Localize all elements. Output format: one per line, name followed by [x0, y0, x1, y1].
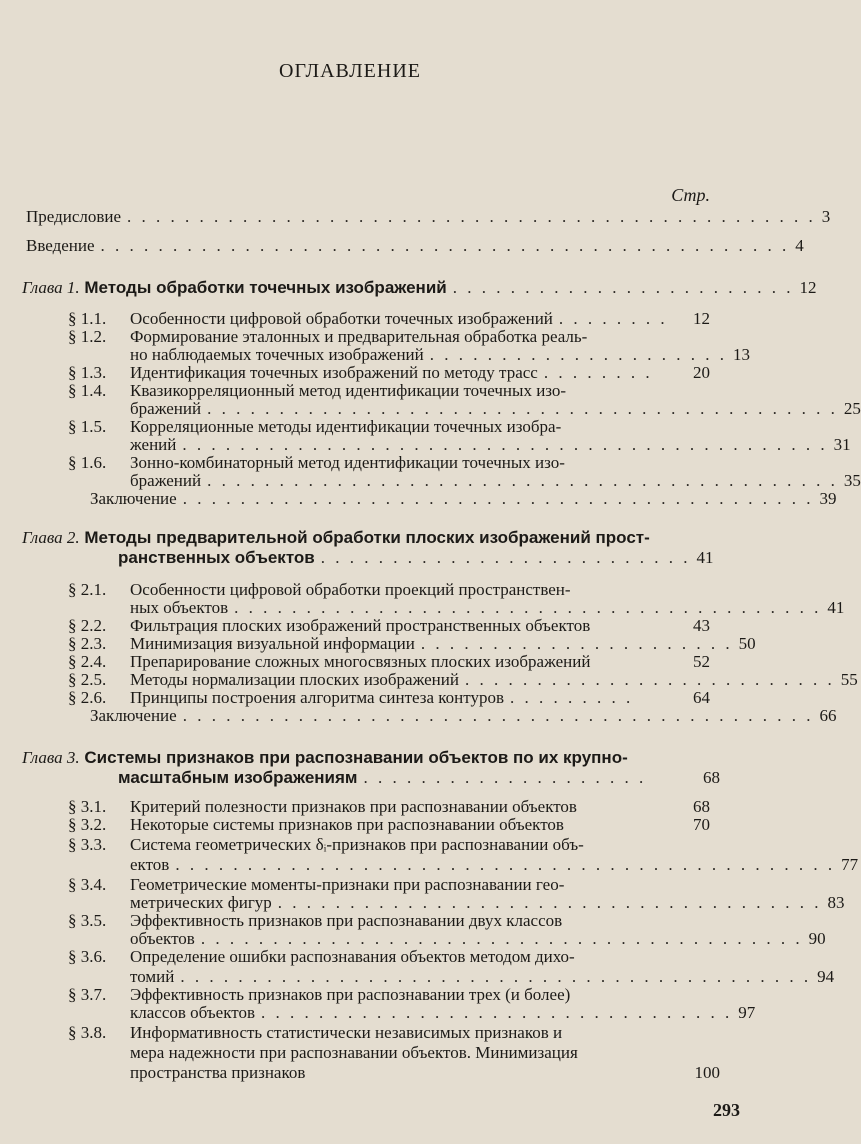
toc-entry-3-7-cont [130, 1003, 756, 1023]
chapter-1-heading[interactable] [22, 278, 817, 298]
chapter-title: ранственных объектов [118, 548, 315, 567]
leader-dots: . . . . . . . . . . . . . . . . . . . . . . . . . . . . . . . . . . . . . . . . . . . . . . [175, 855, 836, 874]
entry-text: томий [130, 967, 175, 986]
entry-text: Определение ошибки распознавания объектов методом дихо- [130, 947, 575, 966]
toc-entry-2-5[interactable] [68, 670, 858, 690]
entry-page: 70 [693, 815, 710, 834]
entry-page: 50 [738, 634, 756, 653]
entry-page: 41 [827, 598, 845, 617]
entry-page: 43 [693, 616, 710, 635]
entry-page: 3 [821, 207, 831, 226]
toc-entry-3-8[interactable] [68, 1023, 562, 1043]
entry-text: Предисловие [26, 207, 122, 226]
leader-dots: . . . . . . . . . . . . . . . . . . . . . . . . . . . . . . . . . [261, 1003, 733, 1022]
toc-entry-2-3[interactable] [68, 634, 756, 654]
section-number: § 3.7. [68, 985, 107, 1004]
entry-text: мера надежности при распознавании объектов. Минимизация [130, 1043, 578, 1062]
entry-text: бражений [130, 471, 202, 490]
section-number: § 2.6. [68, 688, 107, 707]
toc-entry-1-conclusion[interactable] [90, 489, 837, 509]
entry-page: 77 [841, 855, 859, 874]
toc-entry-3-4[interactable] [68, 875, 564, 895]
page-number: 293 [713, 1100, 740, 1120]
section-number: § 2.4. [68, 652, 107, 671]
toc-entry-2-2[interactable] [68, 616, 710, 636]
page-title: ОГЛАВЛЕНИЕ [279, 60, 421, 82]
leader-dots: . . . . . . . . . . . . . . . . . . . . . . . . [452, 278, 794, 297]
leader-dots: . . . . . . . . . . . . . . . . . . . . . . . . . . [464, 670, 835, 689]
toc-entry-3-8-cont2 [130, 1063, 720, 1083]
leader-dots: . . . . . . . . [543, 363, 653, 382]
entry-page: 97 [738, 1003, 756, 1022]
section-number: § 3.3. [68, 835, 107, 854]
section-number: § 1.5. [68, 417, 107, 436]
leader-dots: . . . . . . . . . . . . . . . . . . . . . [429, 345, 727, 364]
toc-entry-3-6[interactable] [68, 947, 575, 967]
entry-text: Эффективность признаков при распознавании трех (и более) [130, 985, 571, 1004]
entry-page: 12 [693, 309, 710, 328]
toc-entry-3-2[interactable] [68, 815, 710, 835]
toc-entry-2-4[interactable] [68, 652, 710, 672]
section-number: § 3.2. [68, 815, 107, 834]
chapter-label: Глава 2. [22, 528, 80, 547]
entry-text: Эффективность признаков при распознавании двух классов [130, 911, 563, 930]
leader-dots: . . . . . . . . . . . . . . . . . . . . . . . . . . . . . . . . . . . . . . . . . . . . . . . . [100, 236, 790, 255]
entry-page: 100 [694, 1063, 720, 1082]
toc-entry-3-8-cont [130, 1043, 578, 1063]
entry-page: 31 [833, 435, 851, 454]
leader-dots: . . . . . . . . . . . . . . . . . . . . . . [420, 634, 733, 653]
entry-text: Критерий полезности признаков при распознавании объектов [130, 797, 577, 816]
leader-dots: . . . . . . . . [558, 309, 668, 328]
chapter-3-heading[interactable] [22, 748, 628, 768]
section-number: § 3.8. [68, 1023, 107, 1042]
section-number: § 3.4. [68, 875, 107, 894]
toc-entry-preface[interactable] [26, 207, 831, 227]
section-number: § 3.1. [68, 797, 107, 816]
entry-text: ектов [130, 855, 170, 874]
entry-page: 39 [819, 489, 837, 508]
chapter-2-heading[interactable] [22, 528, 650, 548]
section-number: § 3.6. [68, 947, 107, 966]
toc-entry-3-6-cont [130, 967, 835, 987]
entry-text: ных объектов [130, 598, 229, 617]
entry-text: Заключение [90, 489, 177, 508]
chapter-2-heading-cont [118, 548, 714, 568]
entry-text: Некоторые системы признаков при распознавании объектов [130, 815, 564, 834]
entry-page: 55 [840, 670, 858, 689]
toc-entry-1-6-cont [130, 471, 861, 491]
section-number: § 2.3. [68, 634, 107, 653]
toc-entry-1-4-cont [130, 399, 861, 419]
entry-text: Корреляционные методы идентификации точечных изобра- [130, 417, 562, 436]
leader-dots: . . . . . . . . . . . . . . . . . . . . . . . . . . . . . . . . . . . . . . . . . . . . . [182, 435, 828, 454]
entry-text: жений [130, 435, 177, 454]
chapter-label: Глава 1. [22, 278, 80, 297]
entry-text: но наблюдаемых точечных изображений [130, 345, 424, 364]
leader-dots: . . . . . . . . . . . . . . . . . . . . . . . . . . . . . . . . . . . . . . . . . . . . [207, 471, 838, 490]
leader-dots: . . . . . . . . . . . . . . . . . . . . . . . . . . . . . . . . . . . . . . [277, 893, 822, 912]
toc-entry-1-4[interactable] [68, 381, 566, 401]
toc-entry-2-6[interactable] [68, 688, 710, 708]
entry-page: 64 [693, 688, 710, 707]
entry-text: классов объектов [130, 1003, 255, 1022]
toc-entry-3-3[interactable] [68, 835, 584, 855]
entry-text: Формирование эталонных и предварительная обработка реаль- [130, 327, 588, 346]
section-number: § 1.1. [68, 309, 107, 328]
toc-entry-3-5[interactable] [68, 911, 562, 931]
chapter-page: 41 [696, 548, 714, 567]
entry-text: Введение [26, 236, 95, 255]
toc-entry-3-3-cont [130, 855, 859, 875]
entry-text: Заключение [90, 706, 177, 725]
entry-text: Препарирование сложных многосвязных плоских изображений [130, 652, 591, 671]
chapter-label: Глава 3. [22, 748, 80, 767]
section-number: § 2.1. [68, 580, 107, 599]
toc-entry-2-1-cont [130, 598, 845, 618]
section-number: § 2.5. [68, 670, 107, 689]
leader-dots: . . . . . . . . . . . . . . . . . . . . [363, 768, 647, 787]
toc-entry-1-5-cont [130, 435, 851, 455]
entry-text: Зонно-комбинаторный метод идентификации точечных изо- [130, 453, 565, 472]
leader-dots: . . . . . . . . . . . . . . . . . . . . . . . . . . . . . . . . . . . . . . . . . . . . . . . . [127, 207, 816, 226]
entry-text: Геометрические моменты-признаки при распознавании гео- [130, 875, 565, 894]
toc-entry-1-2[interactable] [68, 327, 587, 347]
entry-page: 83 [827, 893, 845, 912]
entry-page: 4 [795, 236, 804, 255]
page-column-label: Стр. [671, 185, 710, 205]
entry-text: объектов [130, 929, 195, 948]
section-number: § 1.3. [68, 363, 107, 382]
chapter-title: Методы обработки точечных изображений [84, 278, 447, 297]
entry-text: Минимизация визуальной информации [130, 634, 415, 653]
leader-dots: . . . . . . . . . [510, 688, 634, 707]
chapter-title: Методы предварительной обработки плоских изображений прост- [84, 528, 650, 547]
entry-text: Информативность статистически независимых признаков и [130, 1023, 563, 1042]
entry-page: 25 [843, 399, 861, 418]
entry-page: 35 [843, 471, 861, 490]
toc-entry-1-6[interactable] [68, 453, 565, 473]
section-number: § 1.6. [68, 453, 107, 472]
entry-text: Квазикорреляционный метод идентификации точечных изо- [130, 381, 567, 400]
chapter-page: 12 [799, 278, 817, 297]
section-number: § 1.2. [68, 327, 107, 346]
section-number: § 1.4. [68, 381, 107, 400]
toc-entry-2-1[interactable] [68, 580, 571, 600]
entry-text: метрических фигур [130, 893, 272, 912]
entry-page: 66 [819, 706, 837, 725]
entry-text: Система геометрических δᵢ-признаков при распознавании объ- [130, 835, 584, 854]
toc-entry-3-5-cont [130, 929, 826, 949]
entry-page: 68 [693, 797, 710, 816]
toc-entry-2-conclusion[interactable] [90, 706, 837, 726]
entry-text: Фильтрация плоских изображений пространственных объектов [130, 616, 591, 635]
entry-page: 13 [732, 345, 750, 364]
leader-dots: . . . . . . . . . . . . . . . . . . . . . . . . . . . . . . . . . . . . . . . . . . . . [182, 489, 814, 508]
toc-entry-3-4-cont [130, 893, 845, 913]
toc-entry-1-5[interactable] [68, 417, 561, 437]
leader-dots: . . . . . . . . . . . . . . . . . . . . . . . . . . . . . . . . . . . . . . . . . . . . [182, 706, 814, 725]
leader-dots: . . . . . . . . . . . . . . . . . . . . . . . . . . . . . . . . . . . . . . . . . . . . [207, 399, 838, 418]
toc-entry-1-3[interactable] [68, 363, 710, 383]
chapter-page: 68 [703, 768, 720, 787]
entry-page: 52 [693, 652, 710, 671]
entry-page: 90 [808, 929, 826, 948]
entry-text: бражений [130, 399, 202, 418]
entry-text: Принципы построения алгоритма синтеза контуров [130, 688, 505, 707]
leader-dots: . . . . . . . . . . . . . . . . . . . . . . . . . . . . . . . . . . . . . . . . . . . . [180, 967, 812, 986]
toc-entry-1-1[interactable] [68, 309, 710, 329]
entry-page: 94 [817, 967, 835, 986]
entry-text: Особенности цифровой обработки проекций пространствен- [130, 580, 571, 599]
entry-text: Методы нормализации плоских изображений [130, 670, 459, 689]
toc-entry-intro[interactable] [26, 236, 804, 256]
chapter-title: масштабным изображениям [118, 768, 358, 787]
entry-text: Особенности цифровой обработки точечных изображений [130, 309, 553, 328]
chapter-title: Системы признаков при распознавании объектов по их крупно- [84, 748, 628, 767]
toc-entry-3-7[interactable] [68, 985, 570, 1005]
leader-dots: . . . . . . . . . . . . . . . . . . . . . . . . . . . . . . . . . . . . . . . . . . [200, 929, 803, 948]
toc-entry-3-1[interactable] [68, 797, 710, 817]
leader-dots: . . . . . . . . . . . . . . . . . . . . . . . . . . [320, 548, 691, 567]
entry-text: пространства признаков [130, 1063, 306, 1082]
section-number: § 2.2. [68, 616, 107, 635]
entry-page: 20 [693, 363, 710, 382]
leader-dots: . . . . . . . . . . . . . . . . . . . . . . . . . . . . . . . . . . . . . . . . . [234, 598, 822, 617]
entry-text: Идентификация точечных изображений по методу трасс [130, 363, 538, 382]
section-number: § 3.5. [68, 911, 107, 930]
chapter-3-heading-cont [118, 768, 720, 788]
toc-entry-1-2-cont [130, 345, 750, 365]
